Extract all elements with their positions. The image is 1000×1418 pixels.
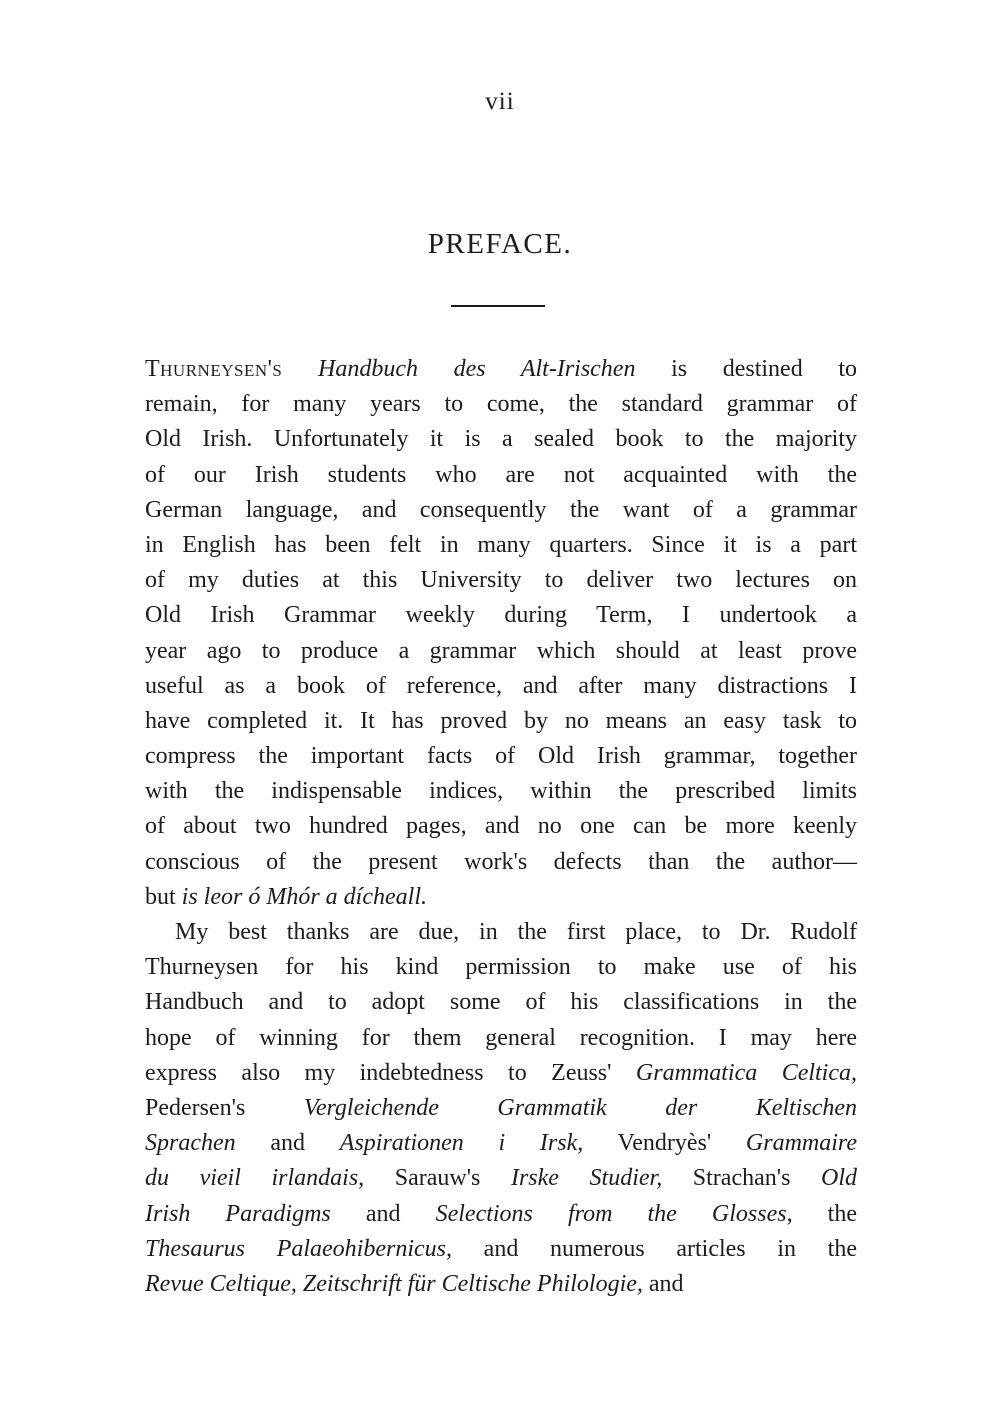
text-line: year ago to produce a grammar which should at least prove xyxy=(145,637,857,664)
text-line: German language, and consequently the want of a grammar xyxy=(145,496,857,523)
text-line: conscious of the present work's defects than the author— xyxy=(145,848,857,875)
italic-title: is leor ó Mhór a dícheall. xyxy=(181,883,427,910)
italic-title: Vergleichende Grammatik der Keltischen xyxy=(303,1094,857,1121)
text-line: but is leor ó Mhór a dícheall. xyxy=(145,883,427,910)
italic-title: Irske Studier, xyxy=(510,1165,663,1192)
text-line: of our Irish students who are not acquainted with the xyxy=(145,461,857,488)
text-line: Thurneysen's Handbuch des Alt-Irischen is destined to xyxy=(145,356,858,382)
text-line: of about two hundred pages, and no one can be more keenly xyxy=(145,813,857,840)
text-line: with the indispensable indices, within the prescribed limits xyxy=(145,778,857,805)
text-line: of my duties at this University to deliver two lectures on xyxy=(145,567,857,594)
text-line: compress the important facts of Old Irish grammar, together xyxy=(145,743,857,770)
paragraph xyxy=(145,915,857,1302)
text-line: Handbuch and to adopt some of his classifications in the xyxy=(145,989,857,1016)
italic-title: Irish Paradigms xyxy=(145,1200,331,1227)
text-line: Pedersen's Vergleichende Grammatik der Keltischen xyxy=(145,1094,857,1121)
text-line: useful as a book of reference, and after many distractions I xyxy=(145,672,857,699)
author-name-small-caps: Thurneysen's xyxy=(145,356,283,382)
preface-body xyxy=(145,352,857,1302)
page-number: vii xyxy=(485,88,515,115)
text-line: My best thanks are due, in the first place, to Dr. Rudolf xyxy=(175,919,857,945)
italic-title: Sprachen xyxy=(145,1130,236,1157)
text-line: hope of winning for them general recognition. I may here xyxy=(145,1024,857,1051)
text-line: du vieil irlandais, Sarauw's Irske Studier, Strachan's Old xyxy=(145,1165,857,1192)
italic-title: Revue Celtique, Zeitschrift für Celtische Philologie, xyxy=(145,1270,643,1297)
title-rule-divider xyxy=(451,305,545,307)
text-line: Thesaurus Palaeohibernicus, and numerous articles in the xyxy=(145,1235,857,1262)
italic-title: Thesaurus Palaeohibernicus, xyxy=(145,1235,452,1262)
text-line: have completed it. It has proved by no means an easy task to xyxy=(145,707,857,734)
text-line: in English has been felt in many quarters. Since it is a part xyxy=(145,531,857,558)
text-line: Old Irish Grammar weekly during Term, I undertook a xyxy=(145,602,857,629)
text-line: Irish Paradigms and Selections from the Glosses, the xyxy=(145,1200,857,1227)
text-line: Old Irish. Unfortunately it is a sealed book to the majority xyxy=(145,426,857,453)
text-line: express also my indebtedness to Zeuss' Grammatica Celtica, xyxy=(145,1059,858,1086)
paragraph xyxy=(145,352,857,915)
text-line: remain, for many years to come, the standard grammar of xyxy=(145,391,857,418)
italic-title: Selections from the Glosses, xyxy=(435,1200,793,1227)
text-line: Sprachen and Aspirationen i Irsk, Vendryès' Grammaire xyxy=(145,1130,858,1157)
italic-title: Grammatica Celtica, xyxy=(635,1059,858,1086)
italic-title: Handbuch des Alt-Irischen xyxy=(318,356,636,382)
italic-title: Grammaire xyxy=(745,1130,858,1157)
page-title: PREFACE. xyxy=(427,228,573,260)
text-line: Revue Celtique, Zeitschrift für Celtische Philologie, and xyxy=(145,1270,684,1297)
italic-title: Old xyxy=(821,1165,857,1192)
italic-title: du vieil irlandais, xyxy=(145,1165,365,1192)
text-line: Thurneysen for his kind permission to make use of his xyxy=(145,954,857,981)
italic-title: Aspirationen i Irsk, xyxy=(339,1130,584,1157)
